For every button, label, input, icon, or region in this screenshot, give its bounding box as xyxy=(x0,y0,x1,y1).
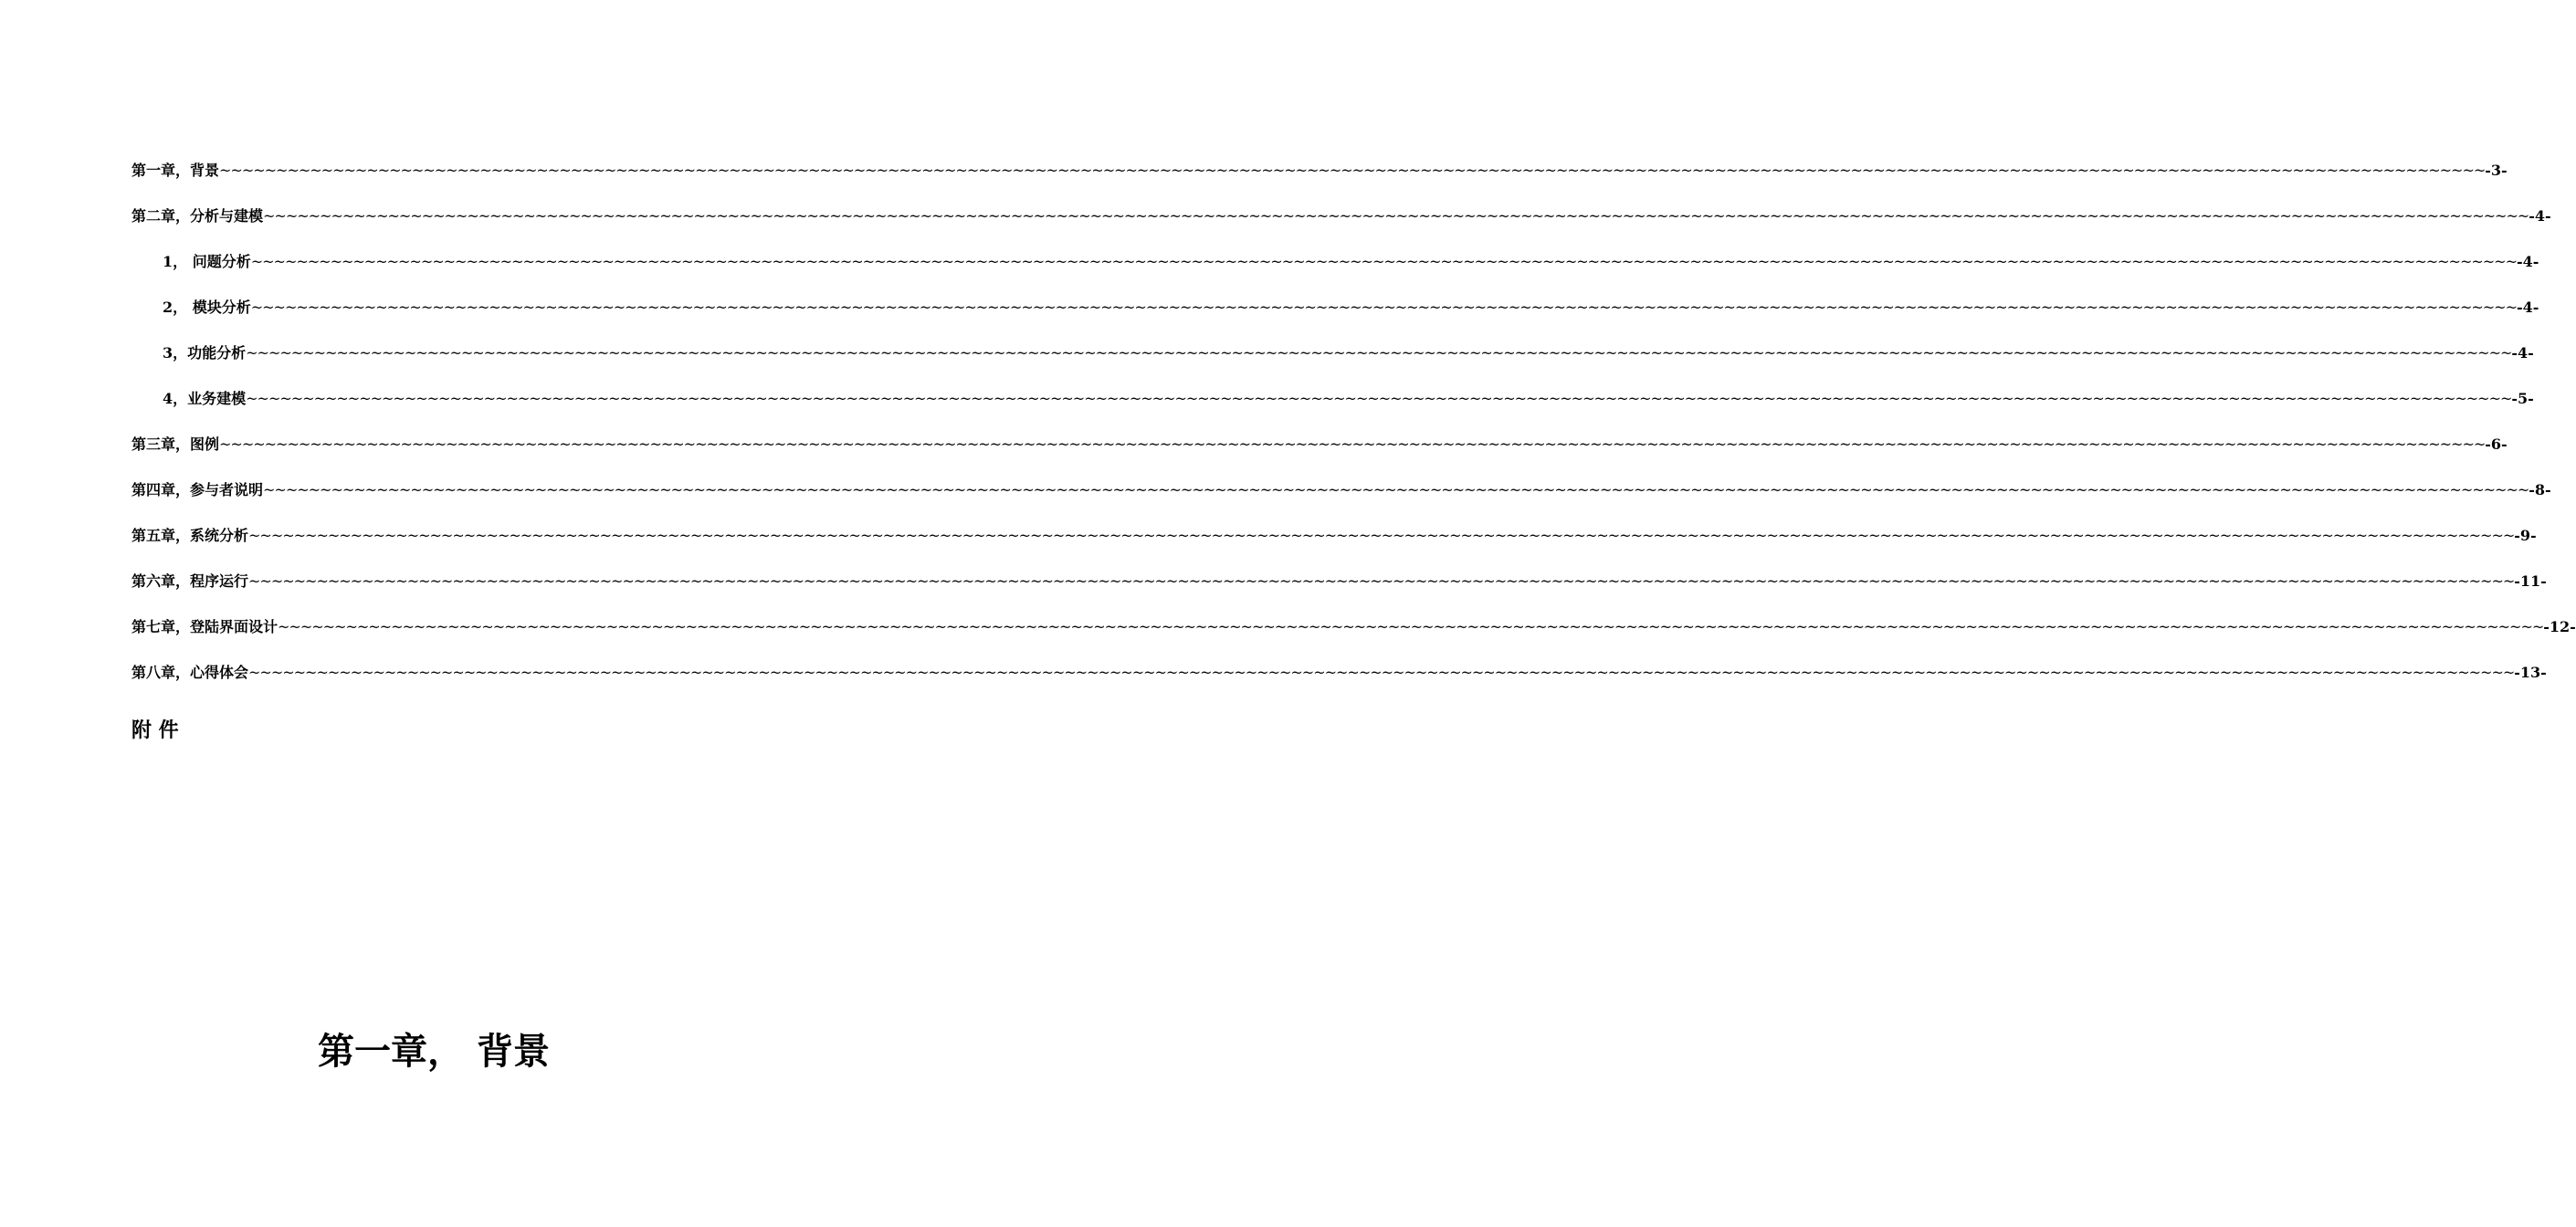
toc-leader: ~~~~~~~~~~~~~~~~~~~~~~~~~~~~~~~~~~~~~~~~~~~~~~~~~~~~~~~~~~~~~~~~~~~~~~~~~~~~~~~~~~~~~~~~~~~~~~~~~~~~~~~~~~~~~~~~~~~~~~~~~~~~~~~~~~~~~~~~~~~~~~~~~~~~~~~~~~~~~~~~~~~~~~~~~~~~~~~~~~~~~~~~~~~~~~~~~~~~~~~~ xyxy=(246,390,2512,407)
toc-entry-label: 第五章，系统分析 xyxy=(131,527,249,544)
toc-entry-page: -3- xyxy=(2485,162,2508,179)
toc-entry-label: 第八章，心得体会 xyxy=(131,664,249,681)
appendix-heading: 附 件 xyxy=(131,718,179,742)
toc-leader: ~~~~~~~~~~~~~~~~~~~~~~~~~~~~~~~~~~~~~~~~~~~~~~~~~~~~~~~~~~~~~~~~~~~~~~~~~~~~~~~~~~~~~~~~~~~~~~~~~~~~~~~~~~~~~~~~~~~~~~~~~~~~~~~~~~~~~~~~~~~~~~~~~~~~~~~~~~~~~~~~~~~~~~~~~~~~~~~~~~~~~~~~~~~~~~~~~~~~~~~~ xyxy=(219,435,2486,453)
toc-entry-section-1[interactable] xyxy=(163,251,2539,273)
toc-entry-page: -11- xyxy=(2514,572,2547,590)
toc-leader: ~~~~~~~~~~~~~~~~~~~~~~~~~~~~~~~~~~~~~~~~~~~~~~~~~~~~~~~~~~~~~~~~~~~~~~~~~~~~~~~~~~~~~~~~~~~~~~~~~~~~~~~~~~~~~~~~~~~~~~~~~~~~~~~~~~~~~~~~~~~~~~~~~~~~~~~~~~~~~~~~~~~~~~~~~~~~~~~~~~~~~~~~~~~~~~~~~~~~~~~~ xyxy=(263,207,2529,225)
toc-entry-chapter-8[interactable] xyxy=(131,662,2547,684)
toc-entry-page: -9- xyxy=(2514,527,2537,544)
toc-entry-label: 3，功能分析 xyxy=(163,344,247,362)
toc-leader: ~~~~~~~~~~~~~~~~~~~~~~~~~~~~~~~~~~~~~~~~~~~~~~~~~~~~~~~~~~~~~~~~~~~~~~~~~~~~~~~~~~~~~~~~~~~~~~~~~~~~~~~~~~~~~~~~~~~~~~~~~~~~~~~~~~~~~~~~~~~~~~~~~~~~~~~~~~~~~~~~~~~~~~~~~~~~~~~~~~~~~~~~~~~~~~~~~~~~~~~~ xyxy=(248,527,2515,544)
toc-leader: ~~~~~~~~~~~~~~~~~~~~~~~~~~~~~~~~~~~~~~~~~~~~~~~~~~~~~~~~~~~~~~~~~~~~~~~~~~~~~~~~~~~~~~~~~~~~~~~~~~~~~~~~~~~~~~~~~~~~~~~~~~~~~~~~~~~~~~~~~~~~~~~~~~~~~~~~~~~~~~~~~~~~~~~~~~~~~~~~~~~~~~~~~~~~~~~~~~~~~~~~ xyxy=(250,299,2517,316)
toc-entry-chapter-5[interactable] xyxy=(131,525,2537,547)
toc-entry-page: -5- xyxy=(2511,390,2534,407)
toc-entry-label: 第七章，登陆界面设计 xyxy=(131,618,279,635)
toc-entry-page: -13- xyxy=(2514,664,2547,681)
toc-entry-label: 第三章，图例 xyxy=(131,435,220,453)
toc-entry-section-3[interactable] xyxy=(163,342,2534,364)
toc-entry-chapter-3[interactable] xyxy=(131,434,2508,456)
toc-entry-page: -4- xyxy=(2529,207,2551,225)
toc-entry-chapter-2[interactable] xyxy=(131,205,2551,227)
toc-entry-label: 第二章，分析与建模 xyxy=(131,207,264,225)
toc-entry-chapter-4[interactable] xyxy=(131,479,2551,501)
toc-leader: ~~~~~~~~~~~~~~~~~~~~~~~~~~~~~~~~~~~~~~~~~~~~~~~~~~~~~~~~~~~~~~~~~~~~~~~~~~~~~~~~~~~~~~~~~~~~~~~~~~~~~~~~~~~~~~~~~~~~~~~~~~~~~~~~~~~~~~~~~~~~~~~~~~~~~~~~~~~~~~~~~~~~~~~~~~~~~~~~~~~~~~~~~~~~~~~~~~~~~~~~ xyxy=(248,664,2515,681)
toc-entry-page: -8- xyxy=(2529,481,2551,498)
toc-entry-label: 第一章，背景 xyxy=(131,162,220,179)
toc-entry-label: 第四章，参与者说明 xyxy=(131,481,264,498)
toc-leader: ~~~~~~~~~~~~~~~~~~~~~~~~~~~~~~~~~~~~~~~~~~~~~~~~~~~~~~~~~~~~~~~~~~~~~~~~~~~~~~~~~~~~~~~~~~~~~~~~~~~~~~~~~~~~~~~~~~~~~~~~~~~~~~~~~~~~~~~~~~~~~~~~~~~~~~~~~~~~~~~~~~~~~~~~~~~~~~~~~~~~~~~~~~~~~~~~~~~~~~~~ xyxy=(248,572,2515,590)
toc-entry-label: 2， 模块分析 xyxy=(163,299,251,316)
toc-entry-page: -4- xyxy=(2516,253,2539,270)
toc-entry-chapter-1[interactable] xyxy=(131,160,2508,182)
toc-leader: ~~~~~~~~~~~~~~~~~~~~~~~~~~~~~~~~~~~~~~~~~~~~~~~~~~~~~~~~~~~~~~~~~~~~~~~~~~~~~~~~~~~~~~~~~~~~~~~~~~~~~~~~~~~~~~~~~~~~~~~~~~~~~~~~~~~~~~~~~~~~~~~~~~~~~~~~~~~~~~~~~~~~~~~~~~~~~~~~~~~~~~~~~~~~~~~~~~~~~~~~ xyxy=(250,253,2517,270)
toc-entry-label: 1， 问题分析 xyxy=(163,253,251,270)
toc-entry-label: 第六章，程序运行 xyxy=(131,572,249,590)
toc-entry-page: -6- xyxy=(2485,435,2508,453)
toc-entry-chapter-6[interactable] xyxy=(131,571,2547,593)
toc-entry-section-2[interactable] xyxy=(163,297,2539,319)
toc-entry-label: 4，业务建模 xyxy=(163,390,247,407)
toc-leader: ~~~~~~~~~~~~~~~~~~~~~~~~~~~~~~~~~~~~~~~~~~~~~~~~~~~~~~~~~~~~~~~~~~~~~~~~~~~~~~~~~~~~~~~~~~~~~~~~~~~~~~~~~~~~~~~~~~~~~~~~~~~~~~~~~~~~~~~~~~~~~~~~~~~~~~~~~~~~~~~~~~~~~~~~~~~~~~~~~~~~~~~~~~~~~~~~~~~~~~~~ xyxy=(278,618,2544,635)
toc-leader: ~~~~~~~~~~~~~~~~~~~~~~~~~~~~~~~~~~~~~~~~~~~~~~~~~~~~~~~~~~~~~~~~~~~~~~~~~~~~~~~~~~~~~~~~~~~~~~~~~~~~~~~~~~~~~~~~~~~~~~~~~~~~~~~~~~~~~~~~~~~~~~~~~~~~~~~~~~~~~~~~~~~~~~~~~~~~~~~~~~~~~~~~~~~~~~~~~~~~~~~~ xyxy=(246,344,2512,362)
toc-entry-section-4[interactable] xyxy=(163,388,2534,410)
toc-entry-chapter-7[interactable] xyxy=(131,616,2576,638)
toc-entry-page: -12- xyxy=(2543,618,2576,635)
toc-entry-page: -4- xyxy=(2516,299,2539,316)
chapter-heading: 第一章， 背景 xyxy=(318,1030,550,1073)
toc-entry-page: -4- xyxy=(2511,344,2534,362)
toc-leader: ~~~~~~~~~~~~~~~~~~~~~~~~~~~~~~~~~~~~~~~~~~~~~~~~~~~~~~~~~~~~~~~~~~~~~~~~~~~~~~~~~~~~~~~~~~~~~~~~~~~~~~~~~~~~~~~~~~~~~~~~~~~~~~~~~~~~~~~~~~~~~~~~~~~~~~~~~~~~~~~~~~~~~~~~~~~~~~~~~~~~~~~~~~~~~~~~~~~~~~~~ xyxy=(263,481,2529,498)
toc-leader: ~~~~~~~~~~~~~~~~~~~~~~~~~~~~~~~~~~~~~~~~~~~~~~~~~~~~~~~~~~~~~~~~~~~~~~~~~~~~~~~~~~~~~~~~~~~~~~~~~~~~~~~~~~~~~~~~~~~~~~~~~~~~~~~~~~~~~~~~~~~~~~~~~~~~~~~~~~~~~~~~~~~~~~~~~~~~~~~~~~~~~~~~~~~~~~~~~~~~~~~~ xyxy=(219,162,2486,179)
